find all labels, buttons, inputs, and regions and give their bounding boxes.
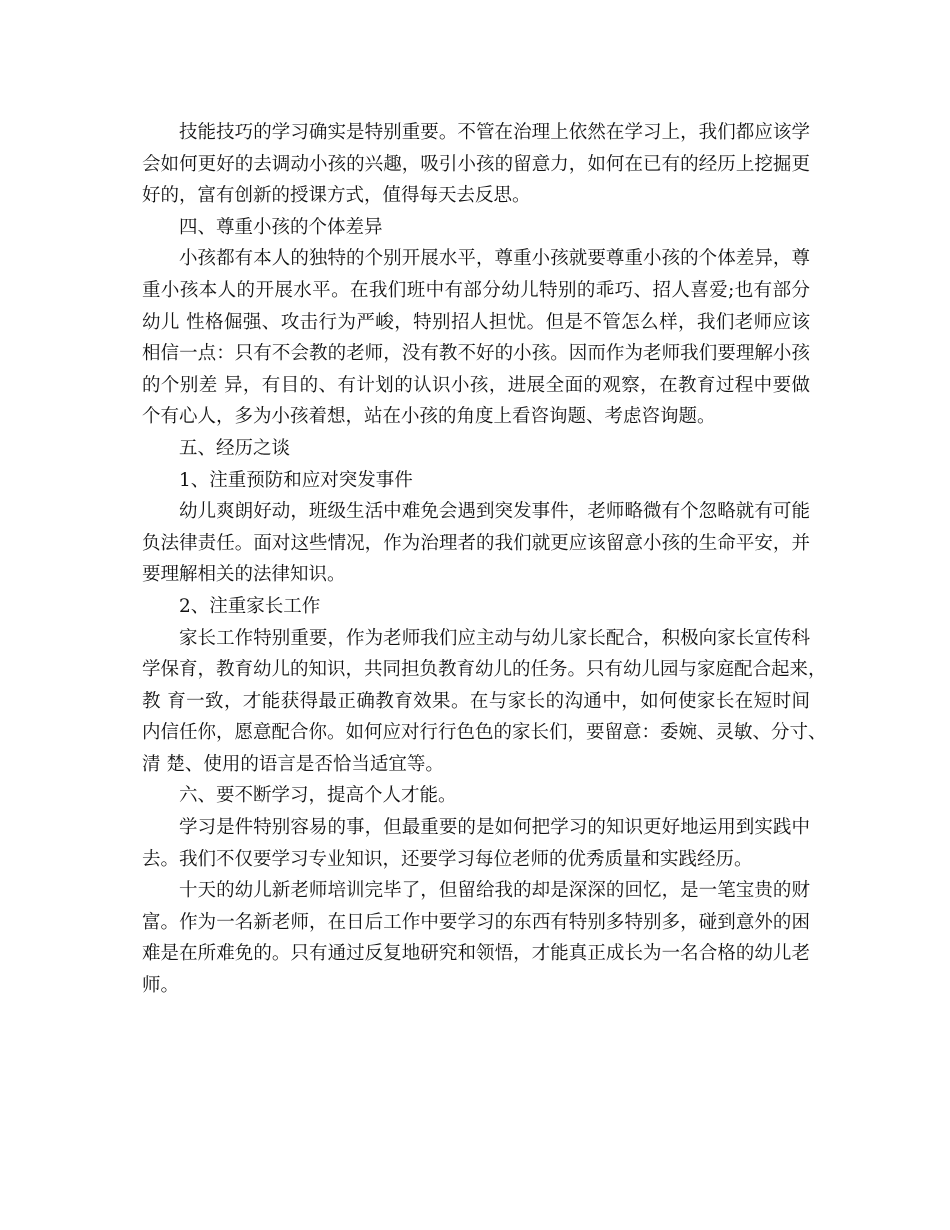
text-line: 小孩都有本人的独特的个别开展水平，尊重小孩就要尊重小孩的个体差异，尊 [179,248,810,270]
text-line: 五、经历之谈 [179,437,291,459]
document-body [142,117,827,1002]
text-line: 负法律责任。面对这些情况，作为治理者的我们就更应该留意小孩的生命平安，并 [142,532,810,554]
text-line: 师。 [142,975,180,997]
text-line: 难是在所难免的。只有通过反复地研究和领悟，才能真正成长为一名合格的幼儿老 [142,943,810,965]
text-line: 会如何更好的去调动小孩的兴趣，吸引小孩的留意力，如何在已有的经历上挖掘更 [142,153,810,175]
text-line: 要理解相关的法律知识。 [142,564,346,586]
text-line: 富。作为一名新老师，在日后工作中要学习的东西有特别多特别多，碰到意外的困 [142,911,810,933]
text-line: 家长工作特别重要，作为老师我们应主动与幼儿家长配合，积极向家长宣传科 [179,627,810,649]
text-line: 幼儿爽朗好动，班级生活中难免会遇到突发事件，老师略微有个忽略就有可能 [179,501,810,523]
text-line: 重小孩本人的开展水平。在我们班中有部分幼儿特别的乖巧、招人喜爱;也有部分 [142,279,810,301]
text-line: 1、注重预防和应对突发事件 [179,469,413,491]
text-line: 相信一点：只有不会教的老师，没有教不好的小孩。因而作为老师我们要理解小孩 [142,343,810,365]
text-line: 清 楚、使用的语言是否恰当适宜等。 [142,753,444,775]
text-line: 四、尊重小孩的个体差异 [179,216,383,238]
text-line: 幼儿 性格倔强、攻击行为严峻，特别招人担忧。但是不管怎么样，我们老师应该 [142,311,810,333]
text-line: 六、要不断学习，提高个人才能。 [179,785,457,807]
text-line: 个有心人，多为小孩着想，站在小孩的角度上看咨询题、考虑咨询题。 [142,406,716,428]
text-line: 学保育，教育幼儿的知识，共同担负教育幼儿的任务。只有幼儿园与家庭配合起来， [142,659,827,681]
text-line: 2、注重家长工作 [179,595,321,617]
text-line: 技能技巧的学习确实是特别重要。不管在治理上依然在学习上，我们都应该学 [179,122,810,143]
text-line: 好的，富有创新的授课方式，值得每天去反思。 [142,185,531,207]
text-line: 学习是件特别容易的事，但最重要的是如何把学习的知识更好地运用到实践中 [179,817,810,839]
text-line: 的个别差 异，有目的、有计划的认识小孩，进展全面的观察，在教育过程中要做 [142,374,810,396]
text-line: 教 育一致，才能获得最正确教育效果。在与家长的沟通中，如何使家长在短时间 [142,690,810,712]
text-line: 去。我们不仅要学习专业知识，还要学习每位老师的优秀质量和实践经历。 [142,848,753,870]
text-line: 十天的幼儿新老师培训完毕了，但留给我的却是深深的回忆，是一笔宝贵的财 [179,880,810,902]
text-line: 内信任你，愿意配合你。如何应对行行色色的家长们，要留意：委婉、灵敏、分寸、 [142,722,827,744]
